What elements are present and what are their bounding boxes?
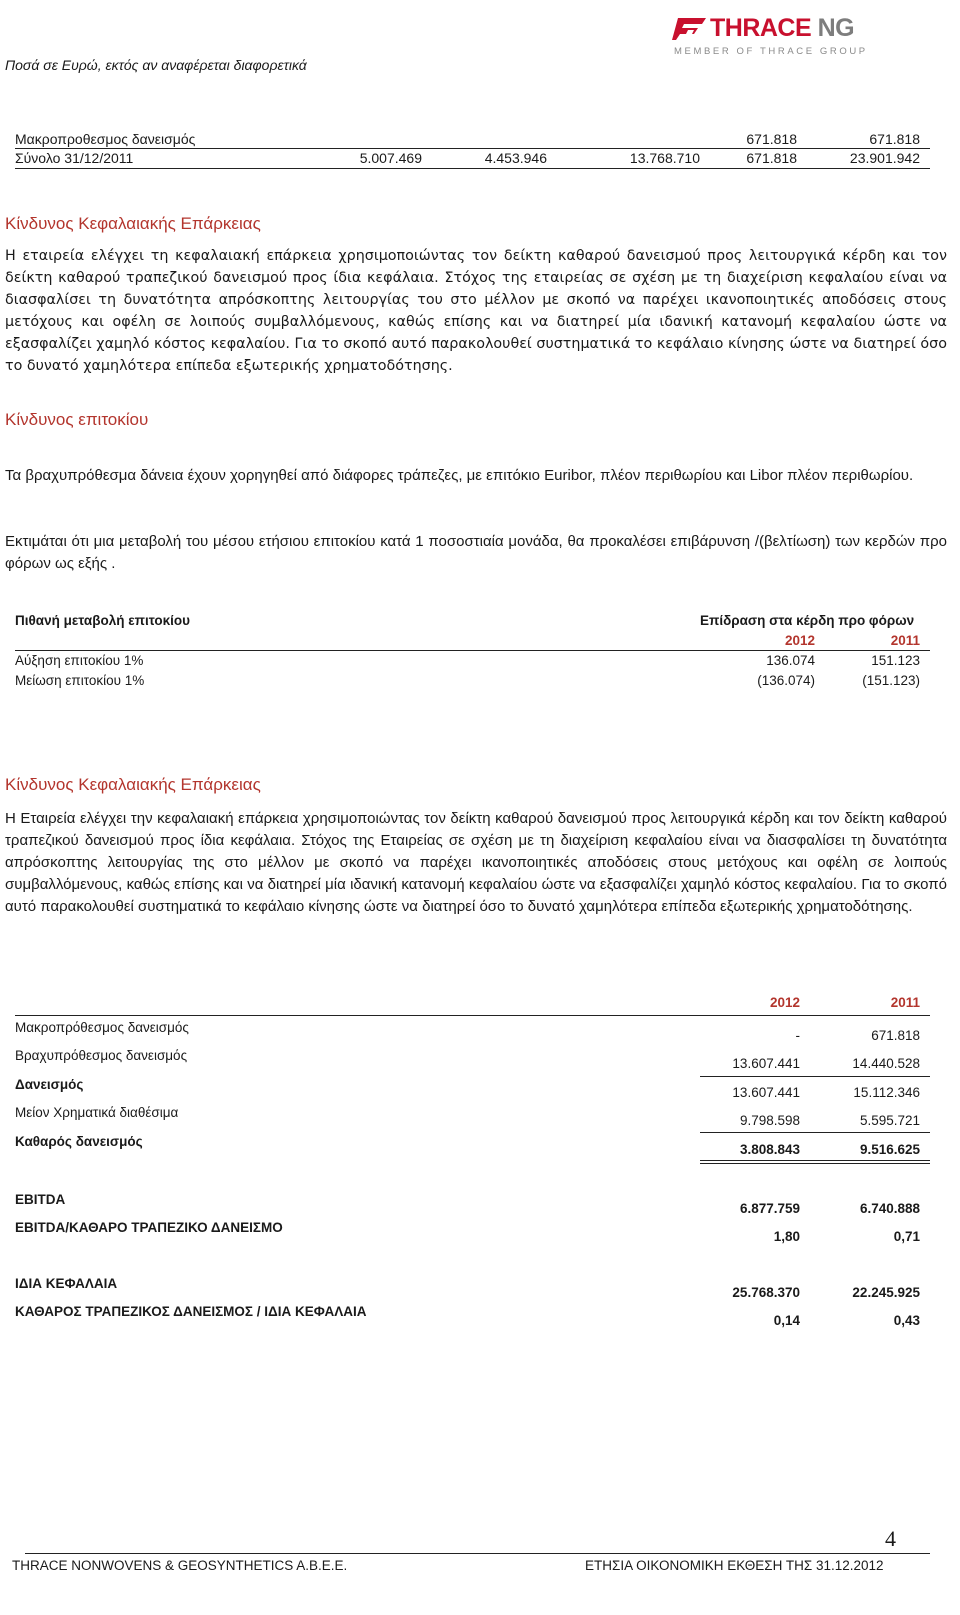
page-subtitle: Ποσά σε Ευρώ, εκτός αν αναφέρεται διαφορετικά (5, 57, 307, 73)
subtotal-line (700, 1132, 930, 1133)
cell-value: 671.818 (869, 131, 920, 147)
cell-value: 0,43 (893, 1313, 920, 1328)
cell-value: 3.808.843 (739, 1142, 800, 1157)
row-label: Μακροπροθεσμος δανεισμός (15, 131, 196, 147)
row-label: Καθαρός δανεισμός (15, 1134, 143, 1149)
section-title: Κίνδυνος επιτοκίου (5, 410, 149, 429)
row-label: EBITDA (15, 1192, 66, 1207)
cell-value: 5.007.469 (359, 150, 422, 166)
cell-value: 9.798.598 (739, 1113, 800, 1128)
logo-tagline: MEMBER OF THRACE GROUP (674, 46, 868, 57)
cell-value: 5.595.721 (859, 1113, 920, 1128)
cell-value: (136.074) (757, 673, 815, 688)
footer-report-title: ΕΤΗΣΙΑ ΟΙΚΟΝΟΜΙΚΗ ΕΚΘΕΣΗ ΤΗΣ 31.12.2012 (585, 1558, 884, 1573)
section-paragraph: Η Εταιρεία ελέγχει την κεφαλαιακή επάρκεια χρησιμοποιώντας τον δείκτη καθαρού δανεισμού προς λειτουργικά κέρδη και τον δείκτη καθαρού τραπεζικού δανεισμού προς ίδια κεφάλαια. Στόχος της Εταιρείας σε σχέση με τη διαχείριση κεφαλαίου είναι να διασφαλίσει τη δυνατότητα απρόσκοπτης λειτουργίας της στο μέλλον με σκοπό να παρέχει ικανοποιητικές αποδόσεις στους μετόχους και οφέλη σε λοιπούς συμβαλλόμενους, καθώς επίσης και να διατηρεί μία ιδανική κατανομή κεφαλαίου ώστε να εξασφαλίζει χαμηλό κόστος κεφαλαίου. Για το σκοπό αυτό παρακολουθεί συστηματικά το κεφάλαιο κίνησης ώστε να διατηρεί όσο το δυνατό χαμηλότερα επίπεδα εξωτερικής χρηματοδότησης. (5, 810, 947, 915)
row-label: Βραχυπρόθεσμος δανεισμός (15, 1048, 188, 1063)
cell-value: 13.768.710 (629, 150, 700, 166)
footer-divider (25, 1553, 930, 1554)
year-header: 2011 (890, 633, 920, 648)
company-logo (672, 14, 872, 62)
total-line (700, 1163, 930, 1164)
table-header-label: Πιθανή μεταβολή επιτοκίου (15, 613, 190, 628)
cell-value: 1,80 (773, 1229, 800, 1244)
section-title: Κίνδυνος Κεφαλαιακής Επάρκειας (5, 775, 261, 794)
cell-value: 4.453.946 (484, 150, 547, 166)
row-label: ΙΔΙΑ ΚΕΦΑΛΑΙΑ (15, 1276, 118, 1291)
year-header: 2012 (784, 633, 815, 648)
year-header: 2012 (769, 995, 800, 1010)
cell-value: 14.440.528 (852, 1056, 920, 1071)
cell-value: 25.768.370 (732, 1285, 800, 1300)
divider (15, 168, 930, 169)
cell-value: 6.740.888 (859, 1201, 920, 1216)
logo-mark-icon (672, 18, 706, 40)
cell-value: 671.818 (871, 1028, 920, 1043)
cell-value: 15.112.346 (853, 1085, 920, 1100)
subtotal-line (700, 1076, 930, 1077)
cell-value: 6.877.759 (739, 1201, 800, 1216)
cell-value: 0,71 (893, 1229, 920, 1244)
divider (15, 650, 930, 651)
logo-wordmark: THRACE NG (710, 14, 855, 42)
row-label: ΚΑΘΑΡΟΣ ΤΡΑΠΕΖΙΚΟΣ ΔΑΝΕΙΣΜΟΣ / ΙΔΙΑ ΚΕΦΑΛΑΙΑ (15, 1304, 367, 1319)
total-line (700, 1160, 930, 1161)
cell-value: 151.123 (871, 653, 920, 668)
year-header: 2011 (890, 995, 920, 1010)
section-paragraph: Εκτιμάται ότι μια μεταβολή του μέσου ετήσιου επιτοκίου κατά 1 ποσοστιαία μονάδα, θα προκαλέσει επιβάρυνση /(βελτίωση) των κερδών προ φόρων ως εξής . (5, 533, 947, 572)
section-title: Κίνδυνος Κεφαλαιακής Επάρκειας (5, 214, 261, 233)
table-row (15, 131, 950, 149)
cell-value: 13.607.441 (732, 1085, 800, 1100)
row-label: Μακροπρόθεσμος δανεισμός (15, 1020, 189, 1035)
cell-value: (151.123) (862, 673, 920, 688)
footer-company: THRACE NONWOVENS & GEOSYNTHETICS A.B.E.E. (12, 1558, 348, 1573)
divider (15, 1015, 930, 1016)
cell-value: 136.074 (766, 653, 815, 668)
section-paragraph: Η εταιρεία ελέγχει τη κεφαλαιακή επάρκεια χρησιμοποιώντας τον δείκτη καθαρού δανεισμού προς λειτουργικά κέρδη και τον δείκτη καθαρού τραπεζικού δανεισμού προς ίδια κεφάλαια. Στόχος της εταιρείας σε σχέση με τη διαχείριση κεφαλαίου είναι να διασφαλίσει τη δυνατότητα απρόσκοπτης λειτουργίας του στο μέλλον με σκοπό να παρέχει ικανοποιητικές αποδόσεις στους μετόχους και οφέλη σε λοιπούς συμβαλλόμενους, καθώς επίσης και να διατηρεί μία ιδανική κατανομή κεφαλαίου ώστε να εξασφαλίζει χαμηλό κόστος κεφαλαίου. Για το σκοπό αυτό παρακολουθεί συστηματικά το κεφάλαιο κίνησης ώστε να διατηρεί όσο το δυνατό χαμηλότερα επίπεδα εξωτερικής χρηματοδότησης. (5, 248, 947, 374)
table-header-effect: Επίδραση στα κέρδη προ φόρων (700, 613, 915, 628)
cell-value: 0,14 (773, 1313, 800, 1328)
cell-value: 23.901.942 (849, 150, 920, 166)
table-row (15, 150, 950, 168)
cell-value: 22.245.925 (852, 1285, 920, 1300)
row-label: Μείωση επιτοκίου 1% (15, 673, 145, 688)
row-label: Δανεισμός (15, 1077, 84, 1092)
divider (15, 148, 930, 149)
cell-value: 671.818 (746, 131, 797, 147)
cell-value: 13.607.441 (732, 1056, 800, 1071)
row-label: Σύνολο 31/12/2011 (15, 150, 134, 166)
page-number: 4 (885, 1526, 896, 1551)
row-label: Μείον Χρηματικά διαθέσιμα (15, 1105, 179, 1120)
section-paragraph: Τα βραχυπρόθεσμα δάνεια έχουν χορηγηθεί από διάφορες τράπεζες, με επιτόκιο Euribor, πλέον περιθωρίου και Libor πλέον περιθωρίου. (5, 467, 914, 484)
row-label: EBITDA/ΚΑΘΑΡΟ ΤΡΑΠΕΖΙΚΟ ΔΑΝΕΙΣΜΟ (15, 1220, 283, 1235)
row-label: Αύξηση επιτοκίου 1% (15, 653, 144, 668)
cell-value: - (795, 1028, 800, 1043)
cell-value: 671.818 (746, 150, 797, 166)
cell-value: 9.516.625 (859, 1142, 920, 1157)
